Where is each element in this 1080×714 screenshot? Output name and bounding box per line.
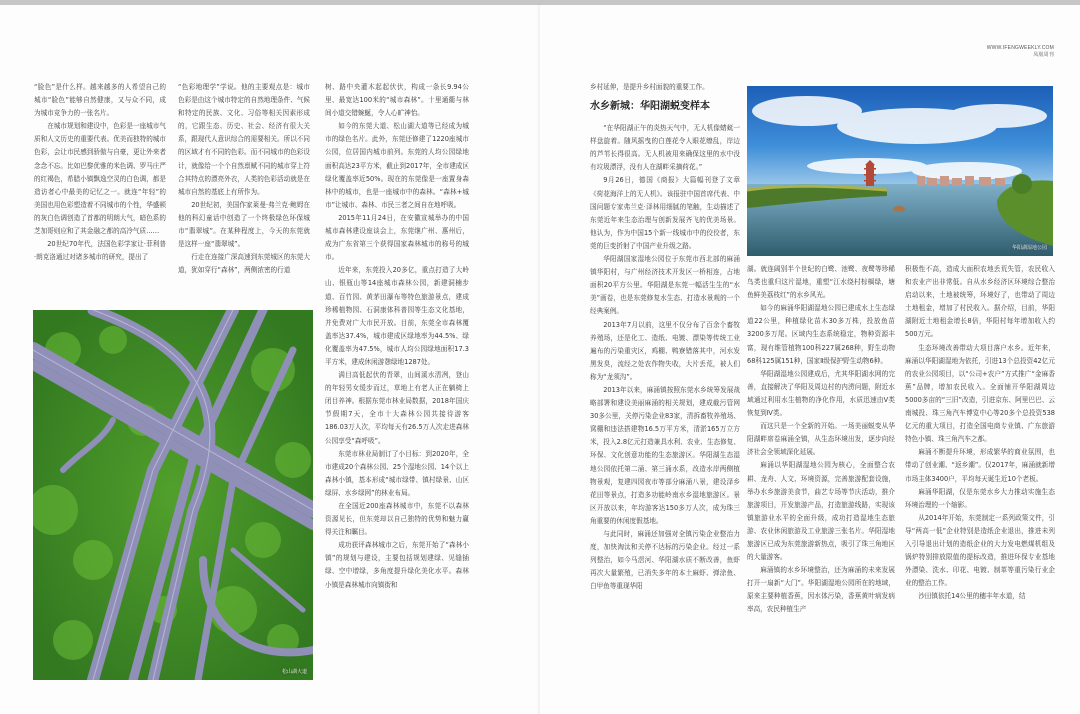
paragraph: 成功获评森林城市之后，东莞开始了“森林小镇”的规划与建设，主要包括规划建绿、见缝插绿、空中增绿，多角度提升绿化美化水平。森林小镇是森林城市向镇街和 <box>325 541 469 589</box>
magazine-page-right <box>540 5 1080 714</box>
left-column-2 <box>178 81 310 307</box>
paragraph: 麻涌华阳湖，仅是东莞水乡大力推动实施生态环境治理的一个缩影。 <box>905 487 1055 509</box>
photo-caption: 松山湖大道 <box>281 669 307 675</box>
magazine-section: 凤凰周刊 <box>1033 52 1054 58</box>
paragraph: 麻涌不断提升环境，形成繁华的商业氛围，也带动了创业潮、“返乡潮”。仅2017年，麻涌就新增市场主体3400户，平均每天诞生近10个老板。 <box>905 448 1055 483</box>
paragraph: 东莞市林业局制订了小目标：到2020年，全市建成20个森林公园、25个湿地公园、14个以上森林小镇，基本形成“城市绿带、镇村绿景、山区绿屏、水乡绿网”的林业布局。 <box>325 449 469 497</box>
paragraph: 而这只是一个全新的开始。一场美丽蜕变从华阳湖畔席卷麻涌全镇，从生态环境出发，逐步向经济社会全领域深化延展。 <box>747 422 895 457</box>
section-heading: 水乡新城：华阳湖蜕变样本 <box>590 101 710 113</box>
highway-interchange-image <box>33 310 313 680</box>
right-column-2 <box>747 263 895 687</box>
paragraph: 沙田镇依托14公里的穗丰年水道，结 <box>918 592 1026 601</box>
paragraph: 20世纪初，美国作家莱曼·弗兰克·鲍姆在他的科幻童话中创造了一个终极绿色环保城市“翡翠城”。在某种程度上，今天的东莞就是这样一座“翡翠城”。 <box>178 200 310 249</box>
paragraph: 2013年以来，麻涌镇按照东莞水乡统筹发展战略部署和建设美丽麻涌的相关规划，建成截污管网30多公里，关停污染企业83家，清拆畜牧养殖场、窝棚和违法搭建物16.5万平方米，清淤165万立方米，投入2.8亿元打造兼具水利、农业、生态修复、环保、文化创意功能的生态旅游区。华阳湖生态湿地公园依托第二涌、第三涌水系，改造水岸两侧植物景观，复建四园夜市等部分麻涌八景，建设泽乡花田等景点，打造多功能岭南水乡湿地旅游区。景区开放以来，年均游客达150多万人次，成为珠三角重要的休闲度假基地。 <box>590 385 740 525</box>
paragraph: “在华阳湖正午的炎热天气中，无人机像蜻蜓一样盘旋着。随风摇曳的白莲花令人眼花缭乱，岸边的芦苇长得很高。无人机被用来确保这里的水中没有垃圾漂浮，没有人在湖畔采摘荷花。” <box>590 124 740 172</box>
paragraph: 2013年7月以前，这里不仅分布了百余个畜牧养殖场，还是化工、造纸、电镀、漂染等传统工业遍布的污染重灾区，鸡棚、鸭寮错落其中，河水发黑发臭，流经之处农作物失收，大片丢荒，被人们称为“龙须沟”。 <box>590 320 740 381</box>
magazine-page-left <box>0 5 540 714</box>
highway-aerial-photo <box>33 310 313 680</box>
paragraph: 树、路中央灌木起起伏伏，构成一条长9.94公里、最宽达100米的“城市森林”。十里通衢与林间小道交错蜿蜒，令人心旷神怡。 <box>325 83 469 118</box>
paragraph: 生态环境改善带动大项目落户水乡。近年来，麻涌以华阳湖湿地为依托，引进13个总投资42亿元的农业公园项目，以“公司+农户”方式推广“金麻香蕉”品牌，增加农民收入。全面铺开华阳湖周边5000多亩的“三旧”改造，引进京东、阿里巴巴、云南城投、珠三角汽车博览中心等20多个总投资538亿元的重大项目，打造全国电商专业镇、广东旅游特色小镇、珠三角汽车之都。 <box>905 343 1055 444</box>
right-column-1 <box>590 81 740 687</box>
magazine-url: WWW.IFENGWEEKLY.COM <box>986 45 1054 51</box>
paragraph: 麻涌以华阳湖湿地公园为核心，全面整合农耕、龙舟、人文、环境资源，完善旅游配套设施，举办水乡旅游美食节，曲艺专场等节庆活动，推介旅游项目，开发旅游产品，打造旅游线路，实现该镇旅游业水平的全面升级，成功打造湿地生态旅游、农业休闲旅游及工业旅游三张名片。华阳湿地旅游区已成为东莞旅游新热点，吸引了珠三角地区的大量游客。 <box>747 461 895 562</box>
lake-landscape-image <box>747 86 1053 256</box>
paragraph: 在城市规划和建设中，色彩是一座城市气质和人文历史的重要代表。优美而独特的城市色彩，会让市民感到骄傲与自豪，更让外来者念念不忘。比如巴黎优雅的米色调、罗马庄严的红褐色，希腊小镇飘逸空灵的白色调，都是造访者心中最美的记忆之一。就连“年轻”的美国也用色彩塑造着不同城市的个性，华盛顿的灰白色调创造了首都的明朗大气，暗色系的芝加哥则应和了其金融之都的高冷气质…… <box>34 122 166 236</box>
paragraph: 9月26日，德国《商报》大篇幅刊登了文章《荷花海洋上的无人机》。该报驻中国首席代表、中国问题专家弗兰克·泽林用细腻的笔触，生动描述了东莞近年来生态治理与创新发展齐飞的优美场景。他认为，作为中国15个新一线城市中的佼佼者，东莞的巨变折射了中国产业升级之路。 <box>590 176 740 250</box>
left-column-3 <box>325 81 469 685</box>
intro-text: 乡村延伸，是提升乡村面貌的重要工作。 <box>590 83 709 91</box>
paragraph: 华阳湖国家湿地公园位于东莞市西北部的麻涌镇华阳村，与广州经济技术开发区一桥相连，占地面积20平方公里。华阳湖是东莞一幅活生生的“水美”画卷，也是东莞修复水生态、打造水景观的一个经典案例。 <box>590 255 740 316</box>
paragraph: 在全国近200座森林城市中，东莞不以森林资源见长，但东莞却以自己独特的优势和魅力赢得关注和瞩目。 <box>325 502 469 537</box>
paragraph: 如今的麻涌华阳湖湿地公园已建成水上生态绿道22公里，种植绿化苗木30多万株，投放鱼苗3200多万尾。区域内生态系统稳定，物种资源丰富，现有维管植物100科227属268种，野生动物68科125属151种，国家Ⅱ级保护野生动物6种。 <box>747 304 895 365</box>
paragraph: “脸色”是什么样。越来越多的人希望自己的城市“脸色”能够自然健康，又与众不同，成为城市竞争力的一张名片。 <box>34 83 166 118</box>
paragraph: 近年来，东莞投入20多亿，重点打造了大岭山、银瓶山等14座城市森林公园，新建洞楠步道、百竹园、黄茅田瀑布等特色旅游景点，建成珍稀植物园、石洞康体科普园等生态文化基地，并免费对广大市民开放。目前，东莞全市森林覆盖率达37.4%，城市建成区绿地率为44.5%、绿化覆盖率为47.5%，城市人均公园绿地面积17.3平方米，建成休闲游憩绿地1287处。 <box>325 266 469 366</box>
paragraph: “色彩地理学”学说。他的主要观点是：城市色彩是由这个城市特定的自然地理条件、气候和特定的民族、文化、习俗等相关因素形成的，它跟生态、历史、社会、经济有很大关系，跟现代人意识综合的需要相关。所以不同的区域才有不同的色彩。而不同城市的色彩设计，就像给一个个自然禀赋不同的城市穿上符合其特点的漂亮外衣，人类的色彩活动就是在城市自然的基底上有所作为。 <box>178 83 310 196</box>
paragraph: 满目高低起伏的青翠，山间溪水清冽，登山的年轻男女缓步而过，草地上有老人正在躺椅上闭目养神。根据东莞市林业局数据，2018年国庆节假期7天，全市十大森林公园共接待游客186.03万人次，平均每天有26.5万人次走进森林公园享受“森呼吸”。 <box>325 371 469 445</box>
huayang-lake-photo <box>747 86 1053 256</box>
paragraph: 2015年11月24日，在安徽宣城举办的中国城市森林建设座谈会上，东莞继广州、惠州后，成为广东省第三个获得国家森林城市的称号的城市。 <box>325 213 469 262</box>
paragraph: 华阳湖湿地公园建成后，尤其华阳湖水网的完善，直接解决了华阳及周边村的内涝问题，附近水域通过利用水生植物的净化作用，水质迅速由Ⅴ类恢复到Ⅳ类。 <box>747 369 895 418</box>
paragraph: 湖。就连阔别半个世纪的白鹭、池鹭、夜鹭等珍稀鸟类也重归这片湿地，重塑“江水绕村棕榈绿，塘鱼鲜美荔枝红”的水乡风光。 <box>747 265 895 300</box>
left-column-1 <box>34 81 166 307</box>
magazine-header <box>987 45 1054 59</box>
paragraph: 从2014年开始，东莞制定一系列政策文件，引导“两高一低”企业特别是造纸企业退出，推进未列入引导退出计划的造纸企业的大力发电燃煤机组及锅炉特别排放限值的提标改造，推进环保专业基地外漂染、洗水、印花、电镀、制革等重污染行业企业的整治工作。 <box>905 513 1055 588</box>
paragraph: 积极性不高，造成大面积农地丢荒失管，农民收入和农业产出非常低。自从水乡经济区环境综合整治启动以来，土地被统筹，环境好了，也带动了周边土地租金，增加了村民收入。据介绍，目前，华阳湖附近土地租金增长8倍，华阳村每年增加收入约500万元。 <box>905 265 1055 339</box>
paragraph: 20世纪70年代，法国色彩学家让·菲利普·朗克洛通过对诸多城市的研究，提出了 <box>34 240 166 262</box>
photo-caption: 华阳湖湿地公园 <box>1011 245 1047 251</box>
paragraph: 麻涌镇的水乡环境整治，还为麻涌的未来发展打开一扇新“大门”。华阳湖湿地公园所在的地域，原来主要种植香蕉，因水体污染，香蕉黄叶病发病率高，农民种植生产 <box>747 566 895 614</box>
right-column-3 <box>905 263 1055 687</box>
paragraph: 如今的东莞大道、松山湖大道等已经成为城市的绿色名片。此外，东莞还修建了1220座城市公园，位居国内城市前列。东莞的人均公园绿地面积高达23平方米，截止到2017年，全市建成区绿化覆盖率近50%。现在的东莞像是一座置身森林中的城市，也是一座城市中的森林。“森林+城市”让城市、森林、市民三者之间自在地呼吸。 <box>325 122 469 209</box>
paragraph: 与此同时，麻涌还加强对全镇污染企业整治力度，加快淘汰和关停不达标的污染企业。经过一系列整治，如今马滘河、华阳湖水质不断改善，鱼虾再次大量繁殖，已消失多年的本土麻虾、弹涂鱼、白甲鱼等重现华阳 <box>590 530 740 591</box>
paragraph: 行走在连接广深高速到东莞城区的东莞大道，犹如穿行“森林”，两侧浓密的行道 <box>178 253 310 275</box>
